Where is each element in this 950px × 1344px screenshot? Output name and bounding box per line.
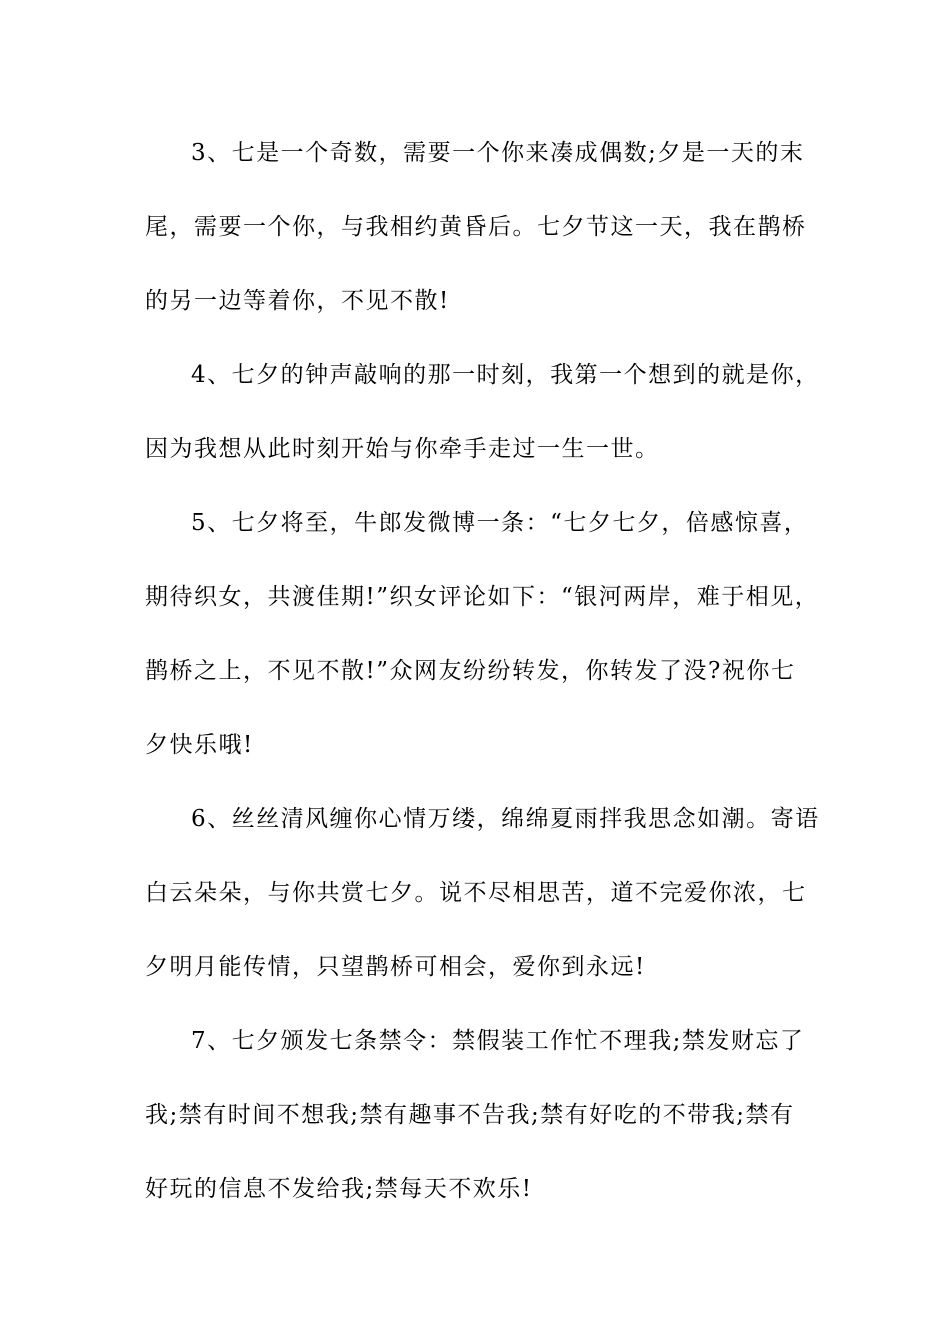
paragraph-7 bbox=[145, 1021, 810, 1243]
text-line: 4、七夕的钟声敲响的那一时刻，我第一个想到的就是你， bbox=[191, 362, 820, 388]
paragraph-4 bbox=[145, 355, 820, 503]
text-line: 我;禁有时间不想我;禁有趣事不告我;禁有好吃的不带我;禁有 bbox=[145, 1102, 795, 1128]
paragraph-6 bbox=[145, 799, 820, 1021]
text-line: 期待织女，共渡佳期!”织女评论如下：“银河两岸，难于相见， bbox=[145, 584, 820, 610]
text-line: 6、丝丝清风缠你心情万缕，绵绵夏雨拌我思念如潮。寄语 bbox=[191, 806, 820, 832]
text-line: 3、七是一个奇数，需要一个你来凑成偶数;夕是一天的末 bbox=[191, 140, 805, 166]
paragraph-5 bbox=[145, 503, 820, 799]
text-line: 5、七夕将至，牛郎发微博一条：“七夕七夕，倍感惊喜， bbox=[191, 510, 809, 536]
text-line: 夕明月能传情，只望鹊桥可相会，爱你到永远! bbox=[145, 954, 646, 980]
text-line: 尾，需要一个你，与我相约黄昏后。七夕节这一天，我在鹊桥 bbox=[145, 214, 807, 240]
text-line: 鹊桥之上，不见不散!”众网友纷纷转发，你转发了没?祝你七 bbox=[145, 658, 796, 684]
text-line: 因为我想从此时刻开始与你牵手走过一生一世。 bbox=[145, 436, 660, 462]
text-line: 白云朵朵，与你共赏七夕。说不尽相思苦，道不完爱你浓，七 bbox=[145, 880, 807, 906]
text-line: 7、七夕颁发七条禁令：禁假装工作忙不理我;禁发财忘了 bbox=[191, 1028, 805, 1054]
document-body bbox=[145, 133, 820, 1243]
text-line: 的另一边等着你，不见不散! bbox=[145, 288, 450, 314]
text-line: 好玩的信息不发给我;禁每天不欢乐! bbox=[145, 1176, 533, 1202]
text-line: 夕快乐哦! bbox=[145, 732, 254, 758]
paragraph-3 bbox=[145, 133, 810, 355]
